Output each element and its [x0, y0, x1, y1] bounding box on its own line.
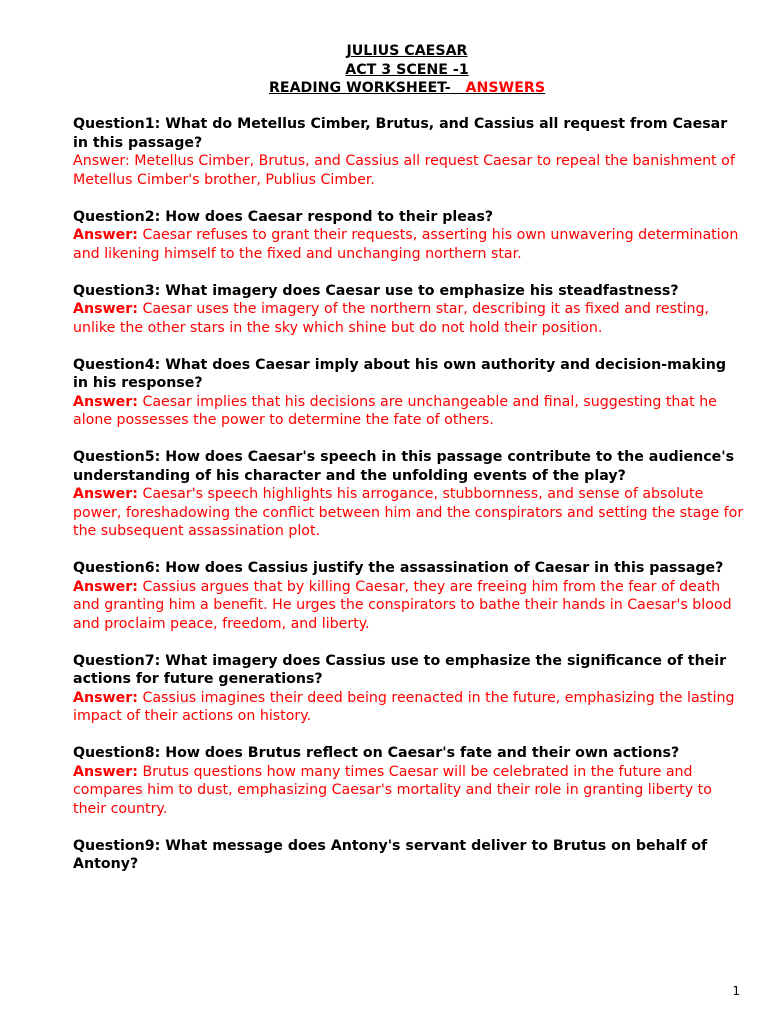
- worksheet-text: READING WORKSHEET-: [268, 80, 451, 96]
- answer-text-4: Caesar implies that his decisions are unchangeable and final, suggesting that he alone possesses the power to determine the fate of others.: [73, 393, 717, 428]
- question-9: Question9: What message does Antony's servant deliver to Brutus on behalf of Antony?: [73, 837, 708, 872]
- answer-6: [73, 578, 745, 634]
- answer-label-6: Answer:: [73, 578, 138, 595]
- qa-item-2: [73, 208, 745, 264]
- answer-label-4: Answer:: [73, 393, 138, 410]
- answer-label-8: Answer:: [73, 763, 138, 780]
- qa-list: [73, 115, 745, 892]
- qa-item-1: [73, 115, 745, 189]
- qa-item-4: [73, 356, 745, 430]
- question-5: Question5: How does Caesar's speech in this passage contribute to the audience's understanding of his character and the unfolding events of the play?: [73, 449, 735, 484]
- answer-text-1: : Metellus Cimber, Brutus, and Cassius all request Caesar to repeal the banishment of Metellus Cimber's brother, Publius Cimber.: [73, 153, 735, 188]
- title: JULIUS CAESAR: [346, 43, 468, 59]
- answer-text-2: Caesar refuses to grant their requests, asserting his own unwavering determination and likening himself to the fixed and unchanging northern star.: [73, 227, 739, 262]
- answer-3: [73, 300, 745, 337]
- answers-label: ANSWERS: [465, 80, 546, 96]
- scene-subtitle: ACT 3 SCENE -1: [345, 61, 469, 78]
- answer-label-3: Answer:: [73, 301, 138, 317]
- answer-text-5: Caesar's speech highlights his arrogance, stubbornness, and sense of absolute power, foreshadowing the conflict between him and the conspirators and setting the stage for the subsequent assassination plot.: [73, 486, 744, 539]
- qa-item-8: [73, 744, 745, 818]
- answer-1: [73, 152, 745, 189]
- answer-label-5: Answer:: [73, 486, 138, 502]
- question-2: Question2: How does Caesar respond to their pleas?: [73, 208, 494, 225]
- answer-text-8: Brutus questions how many times Caesar will be celebrated in the future and compares him to dust, emphasizing Caesar's mortality and their role in granting liberty to their country.: [73, 763, 712, 817]
- answer-8: [73, 763, 745, 819]
- qa-item-9: [73, 837, 745, 874]
- qa-item-7: [73, 652, 745, 726]
- worksheet-header: [0, 42, 768, 98]
- answer-text-6: Cassius argues that by killing Caesar, they are freeing him from the fear of death and granting him a benefit. He urges the conspirators to bathe their hands in Caesar's blood and proclaim peace, freedom, and liberty.: [73, 578, 732, 632]
- page-number: 1: [732, 984, 740, 998]
- qa-item-6: [73, 559, 745, 633]
- question-8: Question8: How does Brutus reflect on Caesar's fate and their own actions?: [73, 745, 680, 761]
- answer-4: [73, 393, 745, 430]
- question-4: Question4: What does Caesar imply about his own authority and decision-making in his response?: [73, 356, 727, 391]
- answer-label-7: Answer:: [73, 689, 138, 706]
- qa-item-3: [73, 282, 745, 338]
- question-1: Question1: What do Metellus Cimber, Brutus, and Cassius all request from Caesar in this passage?: [73, 116, 728, 151]
- question-3: Question3: What imagery does Caesar use to emphasize his steadfastness?: [73, 282, 679, 299]
- answer-text-3: Caesar uses the imagery of the northern star, describing it as fixed and resting, unlike the other stars in the sky which shine but do not hold their position.: [73, 301, 710, 336]
- answer-7: [73, 689, 745, 726]
- worksheet-label: [0, 79, 768, 98]
- answer-text-7: Cassius imagines their deed being reenacted in the future, emphasizing the lasting impact of their actions on history.: [73, 689, 735, 724]
- answer-2: [73, 226, 745, 263]
- qa-item-5: [73, 448, 745, 541]
- answer-5: [73, 485, 745, 541]
- answer-label-1: Answer: [73, 153, 126, 169]
- question-6: Question6: How does Cassius justify the assassination of Caesar in this passage?: [73, 560, 724, 576]
- question-7: Question7: What imagery does Cassius use to emphasize the significance of their actions for future generations?: [73, 652, 727, 687]
- answer-label-2: Answer:: [73, 227, 138, 243]
